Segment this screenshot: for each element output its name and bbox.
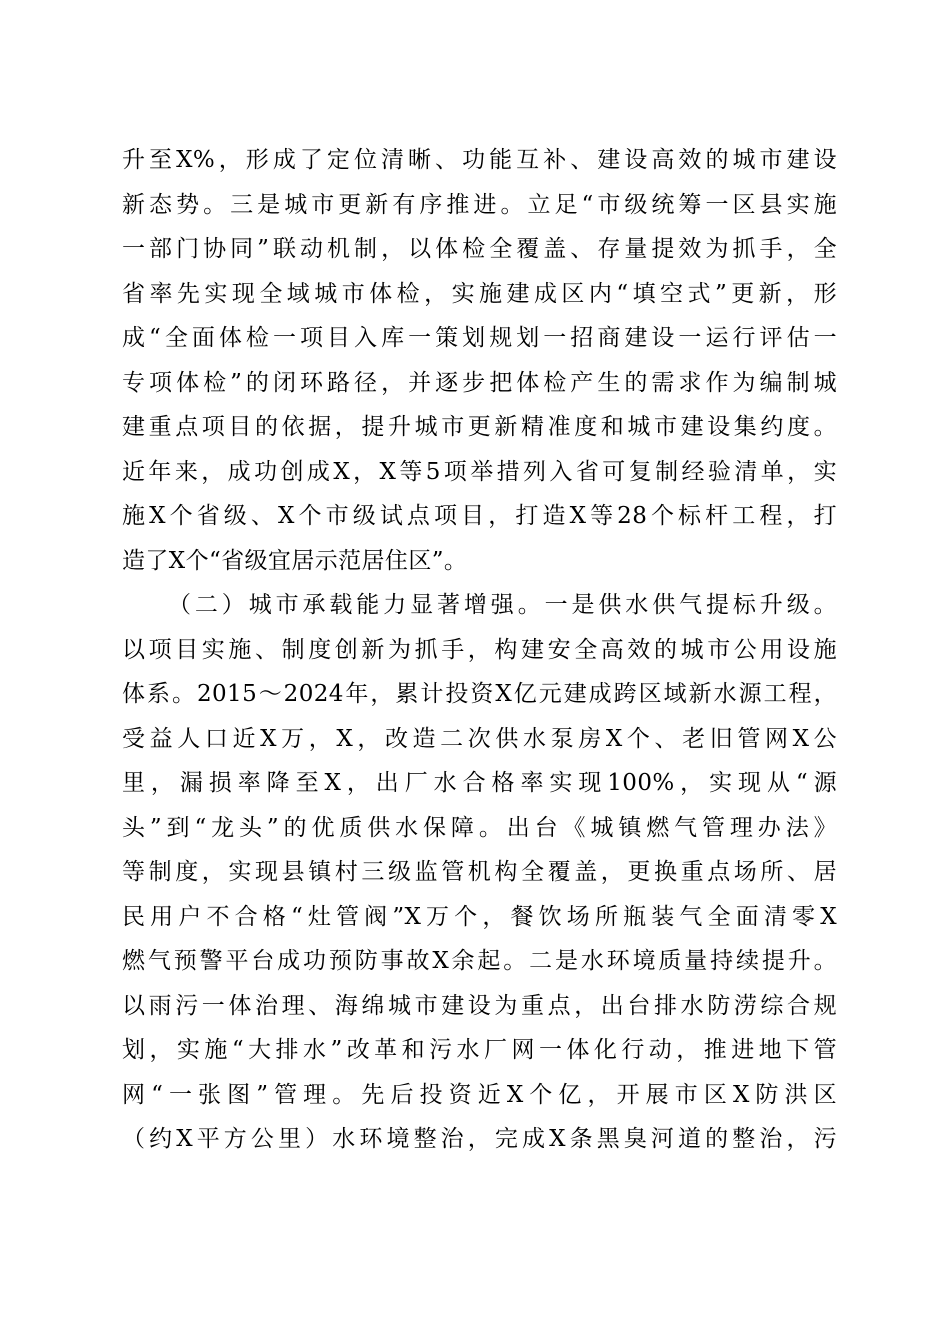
text-line-19: 燃气预警平台成功预防事故X余起。二是水环境质量持续提升。 [122, 948, 837, 974]
text-line-6: 专项体检”的闭环路径，并逐步把体检产生的需求作为编制城 [122, 369, 837, 396]
text-line-5: 成“全面体检一项目入库一策划规划一招商建设一运行评估一 [122, 325, 837, 351]
text-line-22: 网“一张图”管理。先后投资近X个亿，开展市区X防洪区 [122, 1081, 837, 1108]
text-line-3: 一部门协同”联动机制，以体检全覆盖、存量提效为抓手，全 [122, 236, 837, 262]
text-line-9: 施X个省级、X个市级试点项目，打造X等28个标杆工程，打 [122, 503, 837, 529]
text-line-23: （约X平方公里）水环境整治，完成X条黑臭河道的整治，污 [122, 1126, 837, 1152]
text-line-4: 省率先实现全域城市体检，实施建成区内“填空式”更新，形 [122, 280, 837, 307]
text-line-21: 划，实施“大排水”改革和污水厂网一体化行动，推进地下管 [122, 1037, 837, 1063]
text-line-7: 建重点项目的依据，提升城市更新精准度和城市建设集约度。 [122, 414, 837, 440]
text-line-15: 里，漏损率降至X，出厂水合格率实现100%，实现从“源 [122, 770, 837, 796]
body-text [122, 138, 837, 1162]
text-line-12: 以项目实施、制度创新为抓手，构建安全高效的城市公用设施 [122, 636, 837, 663]
text-line-16: 头”到“龙头”的优质供水保障。出台《城镇燃气管理办法》 [122, 814, 837, 841]
text-line-10: 造了X个“省级宜居示范居住区”。 [122, 547, 468, 574]
text-line-18: 民用户不合格“灶管阀”X万个，餐饮场所瓶装气全面清零X [122, 903, 837, 930]
text-line-20: 以雨污一体治理、海绵城市建设为重点，出台排水防涝综合规 [122, 992, 837, 1019]
text-line-2: 新态势。三是城市更新有序推进。立足“市级统筹一区县实施 [122, 191, 837, 218]
text-line-1: 升至X%，形成了定位清晰、功能互补、建设高效的城市建设 [122, 147, 837, 173]
text-line-17: 等制度，实现县镇村三级监管机构全覆盖，更换重点场所、居 [122, 859, 837, 885]
text-line-8: 近年来，成功创成X，X等5项举措列入省可复制经验清单，实 [122, 458, 837, 485]
text-line-14: 受益人口近X万，X，改造二次供水泵房X个、老旧管网X公 [122, 725, 837, 752]
section-heading-line: （二）城市承载能力显著增强。一是供水供气提标升级。 [168, 592, 837, 618]
text-line-13: 体系。2015～2024年，累计投资X亿元建成跨区域新水源工程， [122, 681, 837, 707]
